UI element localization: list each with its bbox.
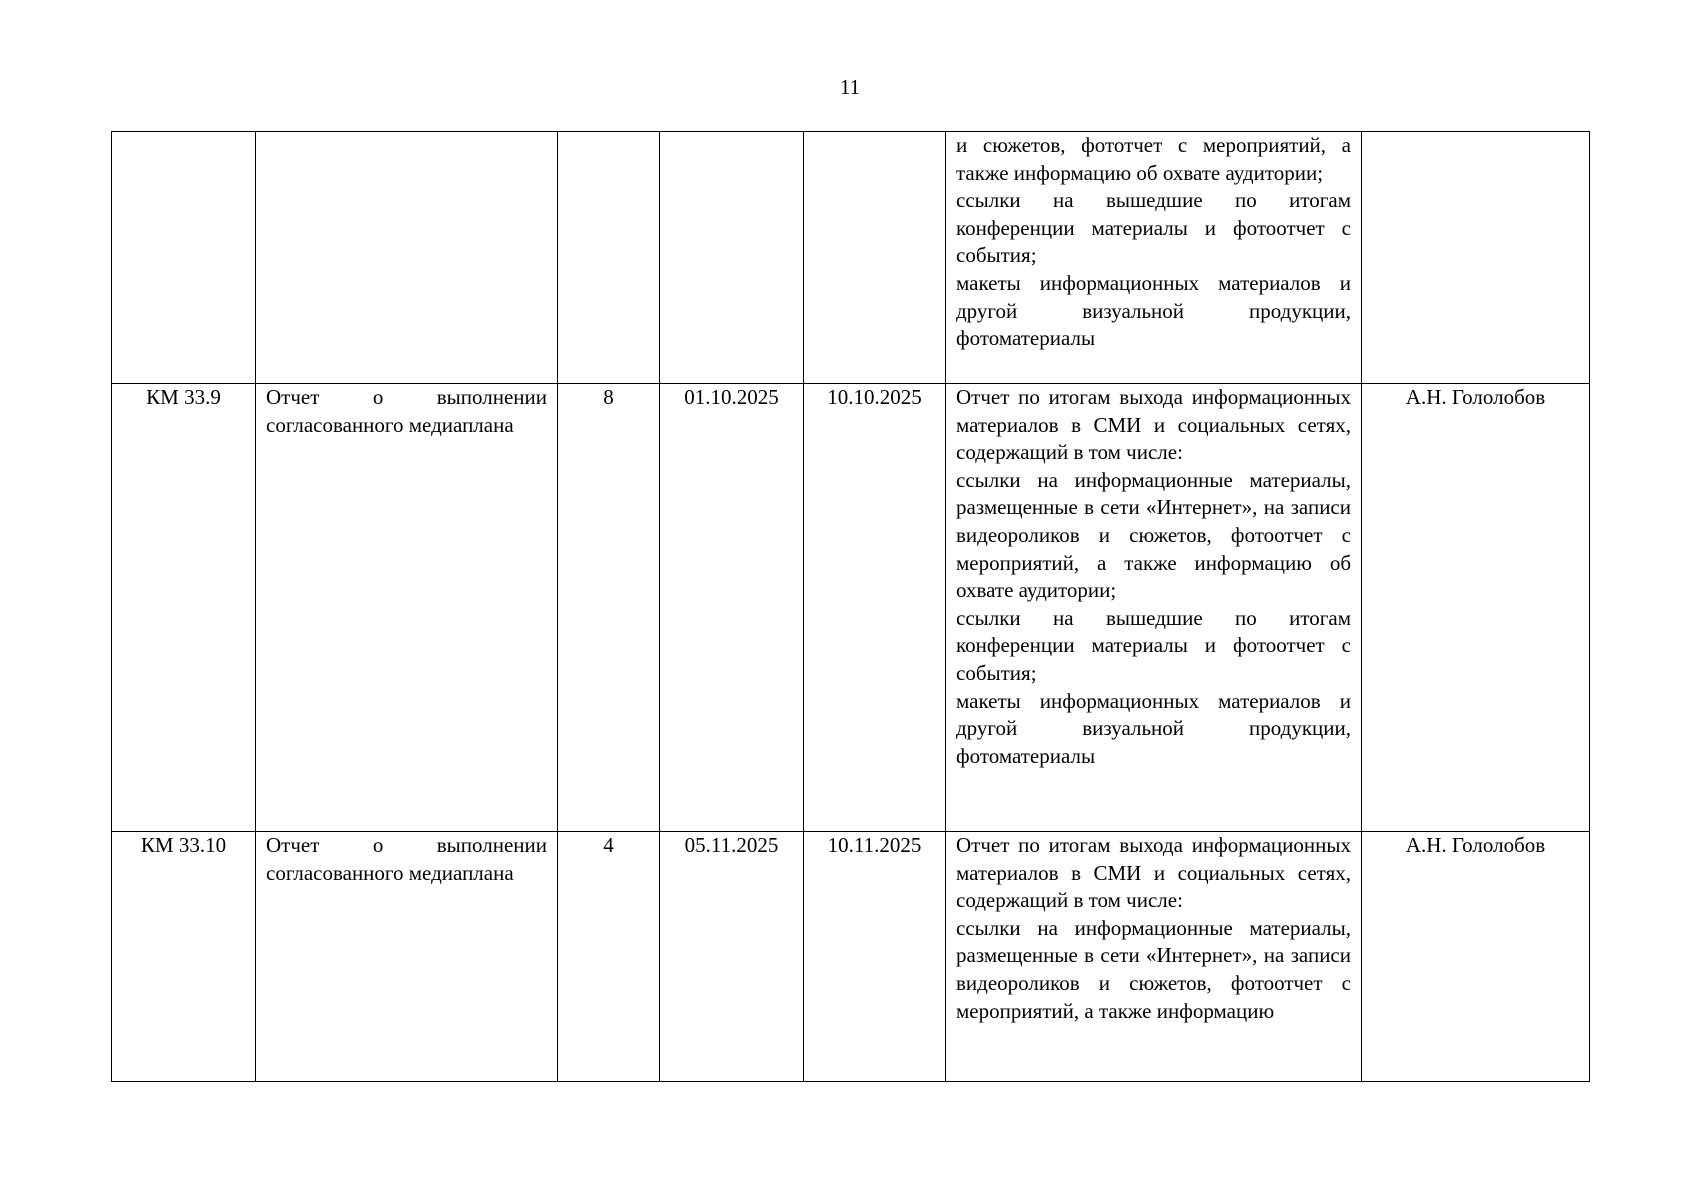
cell-description (946, 832, 1362, 1082)
description-paragraph: макеты информационных материалов и другой визуальной продукции, фотоматериалы (956, 688, 1351, 768)
milestones-table (111, 131, 1590, 1082)
table-row (112, 384, 1590, 832)
table-row-continued (112, 132, 1590, 384)
cell-qty (558, 132, 660, 384)
table-row (112, 832, 1590, 1082)
cell-end-date (804, 132, 946, 384)
cell-code: КМ 33.9 (112, 384, 256, 832)
cell-description (946, 132, 1362, 384)
cell-responsible (1362, 132, 1590, 384)
cell-name: Отчет о выполнении согласованного медиаплана (256, 384, 558, 832)
cell-responsible: А.Н. Гололобов (1362, 832, 1590, 1082)
cell-name (256, 132, 558, 384)
description-paragraph: ссылки на вышедшие по итогам конференции материалы и фотоотчет с события; (956, 605, 1351, 685)
cell-description (946, 384, 1362, 832)
description-paragraph: макеты информационных материалов и другой визуальной продукции, фотоматериалы (956, 270, 1351, 351)
page-number: 11 (839, 75, 861, 99)
cell-responsible: А.Н. Гололобов (1362, 384, 1590, 832)
description-paragraph: ссылки на информационные материалы, размещенные в сети «Интернет», на записи видеороликов и сюжетов, фотоотчет с мероприятий, а также информацию (956, 915, 1351, 1023)
cell-start-date (660, 132, 804, 384)
description-paragraph: Отчет по итогам выхода информационных материалов в СМИ и социальных сетях, содержащий в том числе: (956, 833, 1351, 913)
cell-end-date: 10.10.2025 (804, 384, 946, 832)
description-clip (956, 832, 1351, 1080)
cell-code: КМ 33.10 (112, 832, 256, 1082)
cell-end-date: 10.11.2025 (804, 832, 946, 1082)
cell-qty: 8 (558, 384, 660, 832)
description-paragraph: и сюжетов, фототчет с мероприятий, а также информацию об охвате аудитории; (956, 133, 1351, 185)
description-paragraph: Отчет по итогам выхода информационных материалов в СМИ и социальных сетях, содержащий в том числе: (956, 385, 1351, 465)
description-paragraph: ссылки на вышедшие по итогам конференции материалы и фотоотчет с события; (956, 188, 1351, 268)
description-paragraph: ссылки на информационные материалы, размещенные в сети «Интернет», на записи видеороликов и сюжетов, фотоотчет с мероприятий, а также информацию об охвате аудитории; (956, 467, 1351, 603)
cell-qty: 4 (558, 832, 660, 1082)
cell-start-date: 01.10.2025 (660, 384, 804, 832)
cell-name: Отчет о выполнении согласованного медиаплана (256, 832, 558, 1082)
cell-start-date: 05.11.2025 (660, 832, 804, 1082)
cell-code (112, 132, 256, 384)
